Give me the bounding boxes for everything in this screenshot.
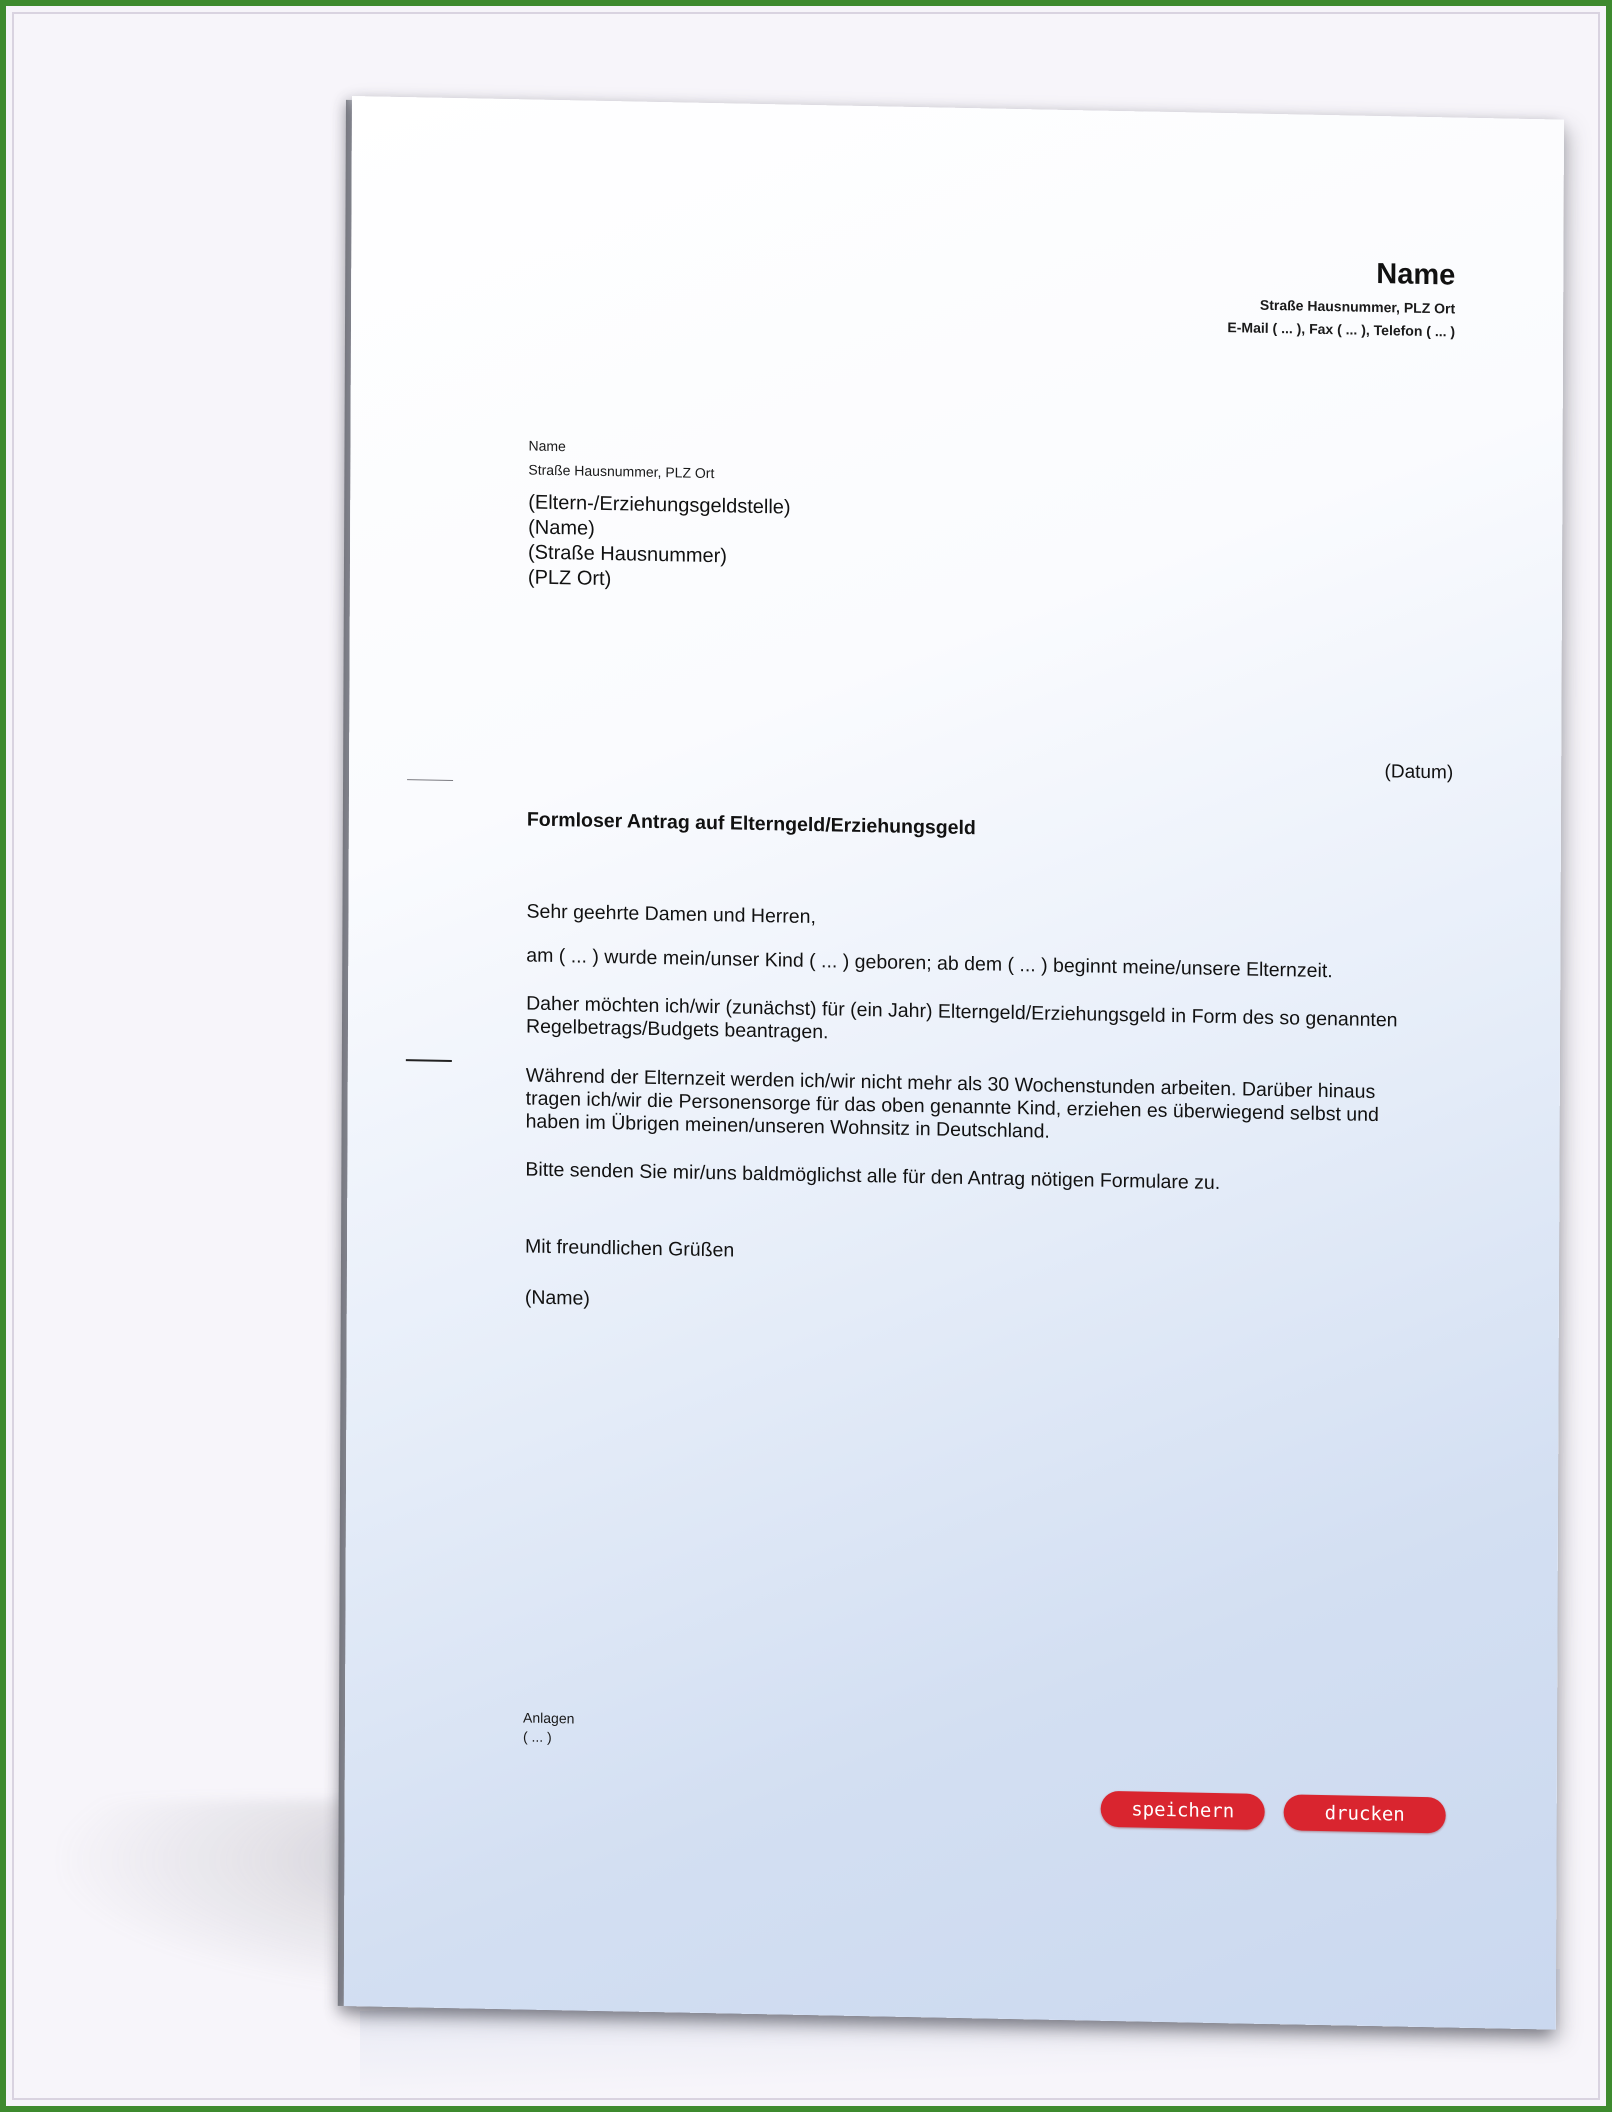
recipient-office: (Eltern-/Erziehungsgeldstelle) — [528, 491, 791, 519]
print-button[interactable]: drucken — [1284, 1794, 1446, 1833]
recipient-city: (PLZ Ort) — [527, 566, 612, 591]
recipient-street: (Straße Hausnummer) — [528, 541, 728, 568]
letterhead-name: Name — [1376, 257, 1456, 292]
fold-mark-top — [407, 779, 453, 781]
salutation: Sehr geehrte Damen und Herren, — [526, 900, 816, 929]
signature: (Name) — [524, 1286, 590, 1310]
attachments-value: ( ... ) — [522, 1728, 552, 1746]
letter-subject: Formloser Antrag auf Elterngeld/Erziehungsgeld — [526, 808, 976, 840]
letterhead-address: Straße Hausnummer, PLZ Ort — [1259, 296, 1456, 317]
attachments-label: Anlagen — [523, 1709, 575, 1727]
body-paragraph: Während der Elternzeit werden ich/wir nicht mehr als 30 Wochenstunden arbeiten. Darüber hinaus tragen ich/wir die Personensorge für das oben genannte Kind, erziehen es überwiegend selbst und haben im Übrigen meinen/unseren Wohnsitz in Deutschland. — [525, 1064, 1379, 1143]
closing: Mit freundlichen Grüßen — [525, 1235, 735, 1262]
body-paragraph: Bitte senden Sie mir/uns baldmöglichst alle für den Antrag nötigen Formulare zu. — [525, 1158, 1221, 1195]
save-button[interactable]: speichern — [1101, 1791, 1265, 1830]
letterhead-contact: E-Mail ( ... ), Fax ( ... ), Telefon ( ... ) — [1227, 319, 1456, 340]
document-sheet — [344, 96, 1564, 2030]
fold-mark-middle — [406, 1059, 452, 1062]
body-paragraph: am ( ... ) wurde mein/unser Kind ( ... ) geboren; ab dem ( ... ) beginnt meine/unsere Elternzeit. — [526, 944, 1333, 983]
body-paragraph: Daher möchten ich/wir (zunächst) für (ein Jahr) Elterngeld/Erziehungsgeld in Form des so genannten Regelbetrags/Budgets beantragen. — [525, 992, 1398, 1044]
recipient-name: (Name) — [528, 516, 595, 540]
document-page — [344, 96, 1564, 2030]
letter-date: (Datum) — [1384, 761, 1454, 784]
return-address-name: Name — [528, 437, 566, 455]
return-address-street: Straße Hausnummer, PLZ Ort — [528, 461, 715, 482]
